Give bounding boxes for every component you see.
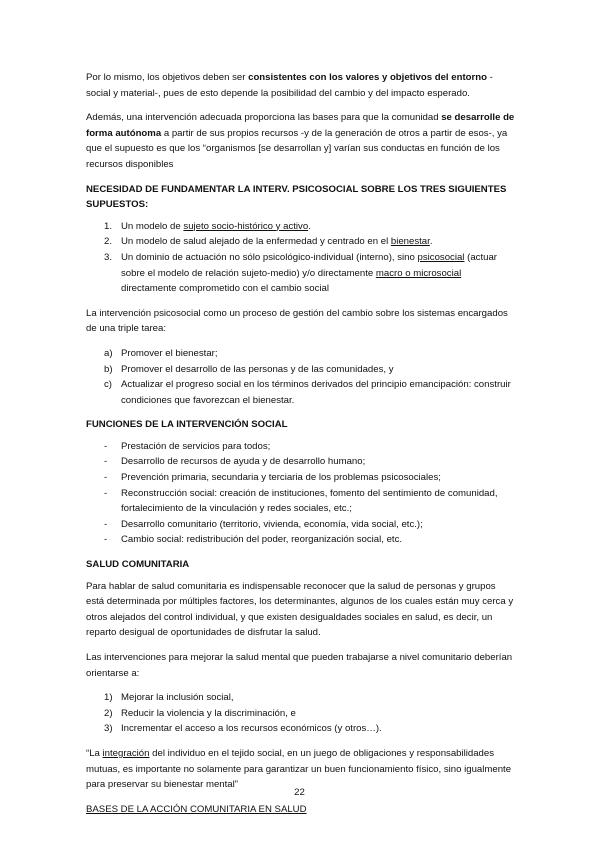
list-marker: b) (104, 363, 113, 375)
paragraph-autonomy (86, 110, 516, 172)
list-item (86, 706, 516, 722)
document-body (86, 70, 516, 817)
page-number: 22 (294, 787, 305, 798)
text: Un modelo de salud alejado de la enfermedad y centrado en el (121, 236, 391, 248)
list-item (86, 690, 516, 706)
list-marker: 1. (104, 220, 113, 232)
section-heading-supuestos: NECESIDAD DE FUNDAMENTAR LA INTERV. PSICOSOCIAL SOBRE LOS TRES SIGUIENTES SUPUESTOS: (86, 183, 507, 211)
list-marker: 2. (104, 236, 113, 248)
text: Además, una intervención adecuada proporciona las bases para que la comunidad (86, 112, 442, 124)
list-marker: - (104, 456, 108, 468)
numbered-list-orientaciones (86, 690, 516, 737)
list-item (86, 377, 516, 408)
bold-text: consistentes con los valores y objetivos del entorno (248, 72, 487, 83)
text: . (308, 220, 311, 232)
list-item (86, 219, 516, 235)
text: directamente comprometido con el cambio social (121, 283, 329, 295)
underlined-text: sujeto socio-histórico y activo (183, 220, 309, 232)
text: Actualizar el progreso social en los términos derivados del principio emancipación: construir condiciones que favorezcan el bienestar. (121, 379, 511, 406)
bold-text: se desarrolle de forma autónoma (86, 112, 515, 139)
list-item (86, 346, 516, 362)
numbered-list-supuestos (86, 219, 516, 297)
list-marker: a) (104, 347, 113, 359)
list-marker: - (104, 518, 108, 530)
list-marker: 3. (104, 251, 113, 263)
lettered-list-tasks (86, 346, 516, 408)
text: Desarrollo comunitario (territorio, vivienda, economía, vida social, etc.); (121, 518, 423, 530)
list-marker: - (104, 440, 108, 452)
text: - social y material-, pues de esto depende la posibilidad del cambio y del impacto esperado. (86, 72, 493, 99)
text: Un modelo de (121, 220, 184, 232)
list-marker: - (104, 534, 108, 546)
text: Reducir la violencia y la discriminación, e (121, 707, 296, 719)
text: a partir de sus propios recursos -y de la generación de otros a partir de esos-, ya que el supuesto es que los “organismos [se desarrollan y] varían sus conductas en función de los recursos disponibles (86, 127, 508, 170)
list-item (86, 250, 516, 297)
text: Un dominio de actuación no sólo psicológico-individual (interno), sino (121, 251, 418, 263)
list-item (86, 362, 516, 378)
text: Prevención primaria, secundaria y terciaria de los problemas psicosociales; (121, 472, 441, 484)
paragraph-triple-task: La intervención psicosocial como un proceso de gestión del cambio sobre los sistemas encargados de una triple tarea: (86, 307, 508, 335)
list-item (86, 517, 516, 533)
text: Prestación de servicios para todos; (121, 440, 271, 452)
section-heading-funciones: FUNCIONES DE LA INTERVENCIÓN SOCIAL (86, 419, 288, 431)
text: . (429, 236, 433, 248)
underlined-text: bienestar (390, 236, 430, 248)
underlined-text: macro o microsocial (375, 267, 462, 279)
quote-integracion (86, 746, 516, 793)
paragraph-salud-comunitaria: Para hablar de salud comunitaria es indispensable reconocer que la salud de personas y grupos está determinada por múltiples factores, los determinantes, algunos de los cuales están muy cerca y otros alejados del control individual, y que existen desigualdades sociales en salud, es decir, un reparto desigual de oportunidades de disfrutar la salud. (86, 580, 514, 639)
text: (actuar sobre el modelo de relación sujeto-medio) y/o directamente (121, 251, 497, 279)
paragraph-intervenciones: Las intervenciones para mejorar la salud mental que pueden trabajarse a nivel comunitario deberían orientarse a: (86, 652, 513, 679)
text: del individuo en el tejido social, en un juego de obligaciones y responsabilidades mutuas, es importante no solamente para garantizar un buen funcionamiento físico, sino igualmente para preservar su bienestar mental” (86, 747, 512, 791)
list-item (86, 454, 516, 470)
list-marker: 3) (104, 723, 113, 735)
text: Por lo mismo, los objetivos deben ser (86, 72, 249, 83)
list-item (86, 470, 516, 486)
text: Incrementar el acceso a los recursos económicos (y otros…). (121, 723, 382, 735)
text: “La (86, 747, 103, 759)
text: Reconstrucción social: creación de instituciones, fomento del sentimiento de comunidad, fortalecimiento de la vinculación y redes sociales, etc.; (121, 487, 498, 515)
list-item (86, 486, 516, 517)
list-marker: - (104, 472, 108, 484)
text: Promover el desarrollo de las personas y de las comunidades, y (121, 363, 394, 375)
section-heading-salud-comunitaria: SALUD COMUNITARIA (86, 559, 190, 571)
bullet-list-funciones (86, 439, 516, 548)
list-marker: - (104, 487, 108, 499)
text: Mejorar la inclusión social, (121, 692, 234, 704)
list-item (86, 439, 516, 455)
text: Cambio social: redistribución del poder, reorganización social, etc. (121, 534, 403, 546)
list-marker: 1) (104, 692, 113, 704)
list-marker: 2) (104, 707, 113, 719)
paragraph-objectives (86, 70, 516, 101)
section-heading-bases: BASES DE LA ACCIÓN COMUNITARIA EN SALUD (86, 803, 307, 815)
text: Promover el bienestar; (121, 347, 218, 359)
list-item (86, 721, 516, 737)
text: Desarrollo de recursos de ayuda y de desarrollo humano; (121, 456, 366, 468)
underlined-text: integración (102, 747, 150, 759)
list-marker: c) (104, 379, 112, 391)
list-item (86, 532, 516, 548)
list-item (86, 234, 516, 250)
underlined-text: psicosocial (417, 251, 465, 263)
